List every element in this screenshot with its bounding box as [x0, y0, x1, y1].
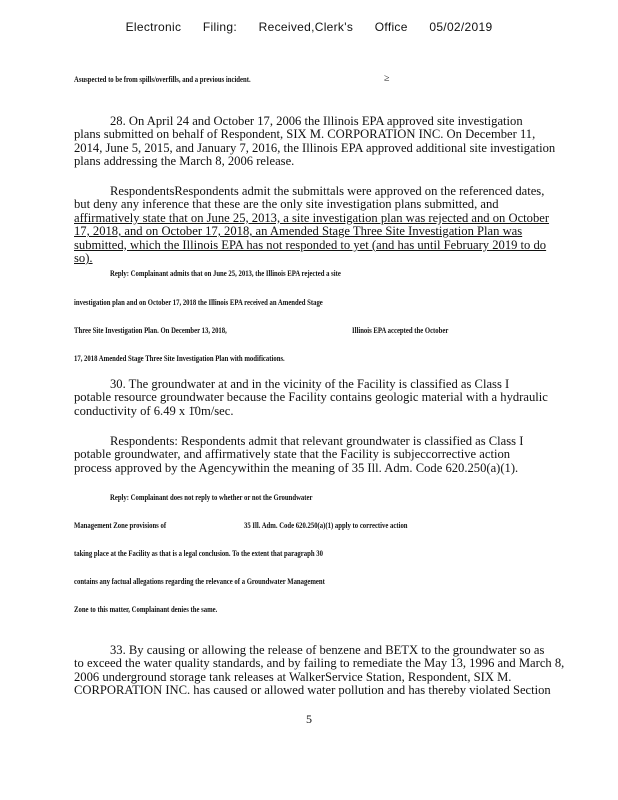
reply-30-line-1: Reply: Complainant does not reply to whether or not the Groundwater	[110, 492, 313, 502]
page-number: 5	[306, 712, 312, 726]
reply-30-line-2b: 35 Ill. Adm. Code 620.250(a)(1) apply to corrective action	[244, 520, 408, 530]
reply-28-line-2: investigation plan and on October 17, 2018 the Illinois EPA received an Amended Stage	[74, 297, 323, 307]
p33-line-3: 2006 underground storage tank releases at WalkerService Station, Respondent, SIX M.	[74, 669, 512, 684]
reply-30-line-2a: Management Zone provisions of	[74, 520, 167, 530]
filing-header	[0, 20, 618, 34]
p28-line-2: plans submitted on behalf of Respondent, SIX M. CORPORATION INC. On December 11,	[74, 127, 536, 142]
reply-28-line-4: 17, 2018 Amended Stage Three Site Investigation Plan with modifications.	[74, 353, 285, 363]
p28-line-4: plans addressing the March 8, 2006 release.	[74, 154, 295, 169]
response-28	[74, 185, 604, 265]
r28-line-6: so).	[74, 251, 93, 266]
reply-30-line-5: Zone to this matter, Complainant denies the same.	[74, 604, 218, 614]
paragraph-28	[74, 115, 604, 169]
r28-line-2: but deny any inference that these are the only site investigation plans submitted, and	[74, 197, 499, 212]
reply-28-line-1: Reply: Complainant admits that on June 25, 2013, the Illinois EPA rejected a site	[110, 268, 341, 278]
p33-line-1: 33. By causing or allowing the release of benzene and BETX to the groundwater so as	[110, 643, 545, 657]
header-office: Office	[374, 20, 408, 34]
paragraph-30	[74, 378, 604, 418]
r28-line-4: 17, 2018, and on October 17, 2018, an Amended Stage Three Site Investigation Plan was	[74, 224, 523, 239]
p33-line-4: CORPORATION INC. has caused or allowed water pollution and has thereby violated Section	[74, 683, 551, 698]
reply-30-line-3: taking place at the Facility as that is a legal conclusion. To the extent that paragraph 30	[74, 548, 323, 558]
header-date: 05/02/2019	[429, 20, 493, 34]
p28-line-3: 2014, June 5, 2015, and January 7, 2016, the Illinois EPA approved additional site investigation	[74, 140, 556, 155]
paragraph-33	[74, 644, 604, 698]
p30-line-3: conductivity of 6.49 x 1̄0m/sec.	[74, 403, 234, 418]
r30-line-2: potable groundwater, and affirmatively state that the Facility is subjeccorrective action	[74, 447, 511, 462]
r28-line-1: RespondentsRespondents admit the submittals were approved on the referenced dates,	[110, 184, 545, 198]
p33-line-2: to exceed the water quality standards, and by failing to remediate the May 13, 1996 and March 8,	[74, 656, 565, 671]
reply-28-line-3b: Illinois EPA accepted the October	[352, 325, 449, 335]
p28-line-1: 28. On April 24 and October 17, 2006 the Illinois EPA approved site investigation	[110, 114, 523, 128]
r28-line-3: affirmatively state that on June 25, 2013, a site investigation plan was rejected and on October	[74, 210, 550, 225]
response-30	[74, 435, 604, 475]
reply-30-line-4: contains any factual allegations regarding the relevance of a Groundwater Management	[74, 576, 325, 586]
top-fragment-text: Asuspected to be from spills/overfills, and a previous incident.	[74, 74, 251, 84]
p30-line-1: 30. The groundwater at and in the vicinity of the Facility is classified as Class I	[110, 377, 510, 391]
p30-line-2: potable resource groundwater because the Facility contains geologic material with a hydraulic	[74, 390, 548, 405]
header-electronic: Electronic	[125, 20, 182, 34]
header-received: Received,Clerk's	[258, 20, 354, 34]
top-fragment-mark: ≥	[384, 73, 390, 84]
r28-line-5: submitted, which the Illinois EPA has not responded to yet (and has until February 2019 to do	[74, 237, 547, 252]
r30-line-1: Respondents: Respondents admit that relevant groundwater is classified as Class I	[110, 434, 524, 448]
reply-28-line-3a: Three Site Investigation Plan. On December 13, 2018,	[74, 325, 227, 335]
header-filing: Filing:	[202, 20, 238, 34]
r30-line-3: process approved by the Agencywithin the meaning of 35 Ill. Adm. Code 620.250(a)(1).	[74, 460, 519, 475]
